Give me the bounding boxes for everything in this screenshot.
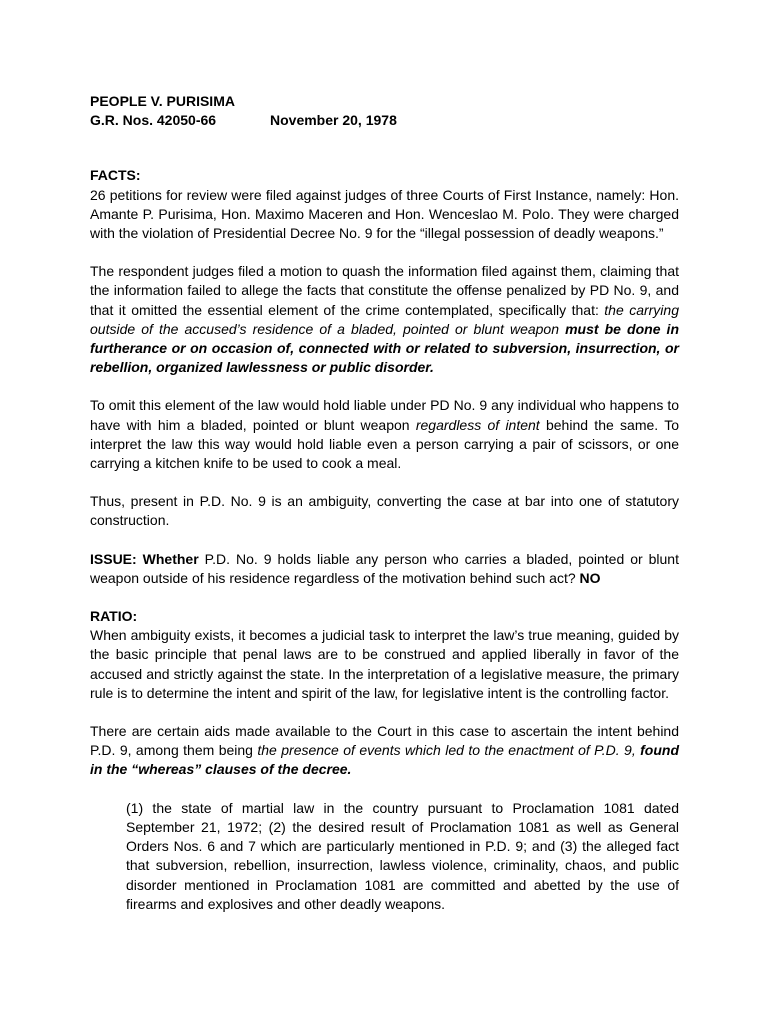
ratio-p2-text: There are certain aids made available to the Court in this case to ascertain the intent behind P.D. 9, among them being — [90, 723, 679, 759]
ratio-p2-italic: the presence of events which led to the enactment of P.D. 9, — [257, 742, 641, 759]
document-page — [90, 92, 679, 914]
facts-heading: FACTS: — [90, 167, 141, 184]
issue-paragraph — [90, 550, 679, 588]
facts-paragraph-2 — [90, 262, 679, 377]
facts-p2-italic: the carrying outside of the accused’s residence of a bladed, pointed or blunt weapon — [90, 301, 679, 337]
facts-p2-bold-italic: must be done in furtherance or on occasion of, connected with or related to subversion, insurrection, or rebellion, organized lawlessness or public disorder. — [90, 320, 679, 376]
case-name: PEOPLE V. PURISIMA — [90, 93, 235, 109]
ratio-p2-bold-italic: found in the “whereas” clauses of the decree. — [90, 742, 679, 778]
ratio-paragraph-2 — [90, 722, 679, 780]
ratio-paragraph-1: When ambiguity exists, it becomes a judicial task to interpret the law’s true meaning, guided by the basic principle that penal laws are to be construed and applied liberally in favor of the accused and strictly against the state. In the interpretation of a legislative measure, the primary rule is to determine the intent and spirit of the law, for legislative intent is the controlling factor. — [90, 627, 679, 701]
whereas-clauses-quote: (1) the state of martial law in the country pursuant to Proclamation 1081 dated September 21, 1972; (2) the desired result of Proclamation 1081 as well as General Orders Nos. 6 and 7 which are particularly mentioned in P.D. 9; and (3) the alleged fact that subversion, rebellion, insurrection, lawless violence, criminality, chaos, and public disorder mentioned in Proclamation 1081 are committed and abetted by the use of firearms and explosives and other deadly weapons. — [126, 799, 679, 912]
facts-p3-italic: regardless of intent — [415, 416, 540, 433]
ratio-heading: RATIO: — [90, 608, 138, 625]
gr-numbers: G.R. Nos. 42050-66 — [90, 112, 217, 129]
facts-paragraph-1: 26 petitions for review were filed against judges of three Courts of First Instance, namely: Hon. Amante P. Purisima, Hon. Maximo Maceren and Hon. Wenceslao M. Polo. They were charged with the violation of Presidential Decree No. 9 for the “illegal possession of deadly weapons.” — [90, 186, 679, 242]
facts-paragraph-4: Thus, present in P.D. No. 9 is an ambiguity, converting the case at bar into one of statutory construction. — [90, 493, 679, 529]
issue-text: P.D. No. 9 holds liable any person who carries a bladed, pointed or blunt weapon outside of his residence regardless of the motivation behind such act? — [90, 550, 679, 586]
case-reference — [90, 111, 679, 130]
facts-p3-text-start: To omit this element of the law would hold liable under PD No. 9 any individual who happens to have with him a bladed, pointed or blunt weapon — [90, 397, 679, 433]
issue-answer: NO — [579, 569, 601, 586]
facts-p3-text-end: behind the same. To interpret the law this way would hold liable even a person carrying a pair of scissors, or one carrying a kitchen knife to be used to cook a meal. — [90, 416, 679, 472]
decision-date: November 20, 1978 — [270, 112, 397, 129]
facts-p2-text: The respondent judges filed a motion to quash the information filed against them, claiming that the information failed to allege the facts that constitute the offense penalized by PD No. 9, and that it omitted the essential element of the crime contemplated, specifically that: — [90, 263, 679, 318]
facts-paragraph-3 — [90, 396, 679, 473]
issue-heading: ISSUE: Whether — [90, 550, 199, 567]
